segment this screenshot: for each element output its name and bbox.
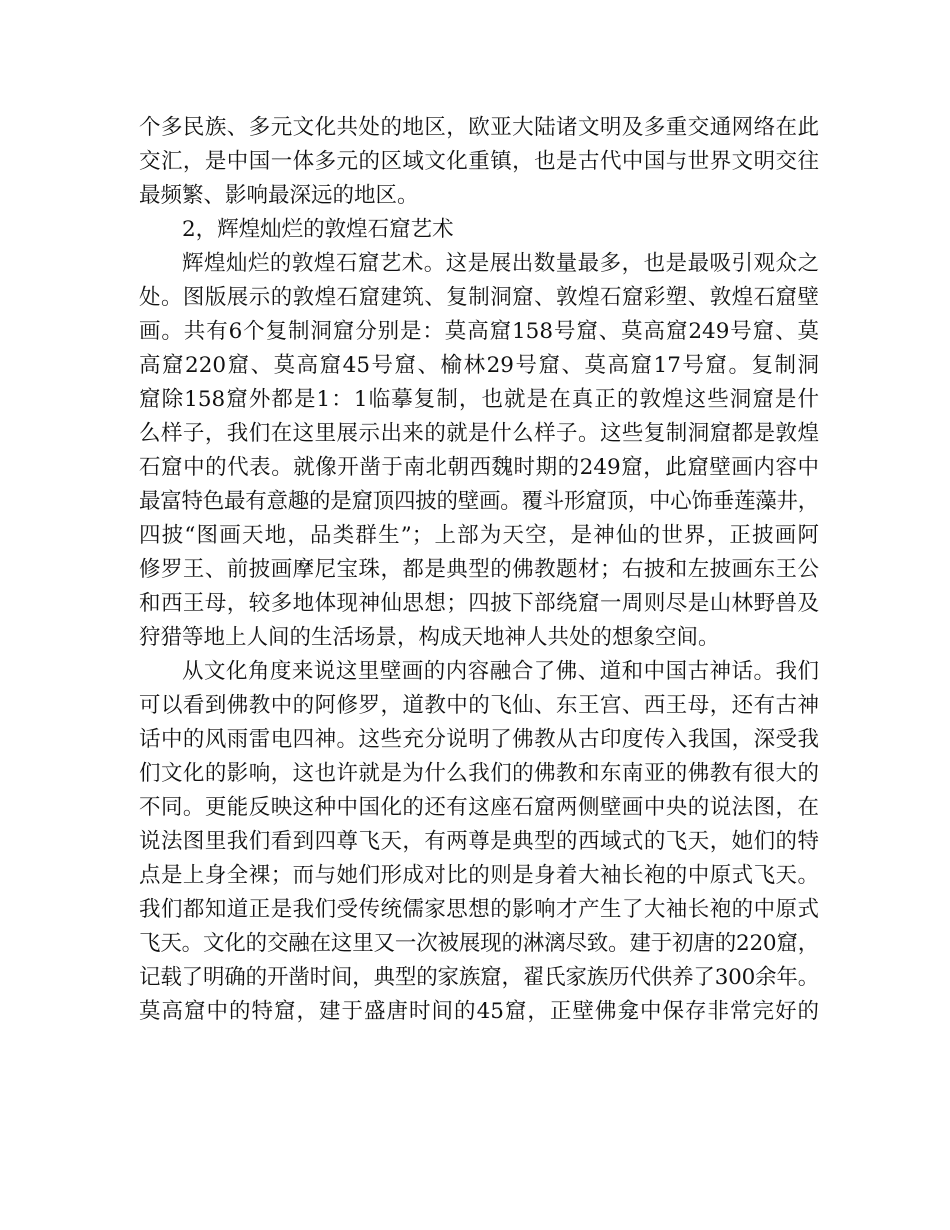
text-line: 最频繁、影响最深远的地区。 (139, 183, 419, 208)
text-line: 飞天。文化的交融在这里又一次被展现的淋漓尽致。建于初唐的220窟， (139, 931, 819, 956)
text-line: 狩猎等地上人间的生活场景，构成天地神人共处的想象空间。 (139, 625, 720, 650)
text-line: 石窟中的代表。就像开凿于南北朝西魏时期的249窟，此窟壁画内容中 (139, 455, 819, 480)
text-line: 记载了明确的开凿时间，典型的家族窟，翟氏家族历代供养了300余年。 (139, 965, 819, 990)
text-line: 最富特色最有意趣的是窟顶四披的壁画。覆斗形窟顶，中心饰垂莲藻井， (139, 489, 820, 514)
text-line: 2，辉煌灿烂的敦煌石窟艺术 (182, 217, 454, 242)
text-line: 辉煌灿烂的敦煌石窟艺术。这是展出数量最多，也是最吸引观众之 (182, 251, 819, 276)
text-line: 可以看到佛教中的阿修罗，道教中的飞仙、东王宫、西王母，还有古神 (139, 693, 819, 718)
text-line: 说法图里我们看到四尊飞天，有两尊是典型的西域式的飞天，她们的特 (139, 829, 819, 854)
text-line: 么样子，我们在这里展示出来的就是什么样子。这些复制洞窟都是敦煌 (139, 421, 819, 446)
text-line: 窟除158窟外都是1：1临摹复制，也就是在真正的敦煌这些洞窟是什 (139, 387, 819, 412)
text-line: 画。共有6个复制洞窟分别是：莫高窟158号窟、莫高窟249号窟、莫 (139, 319, 819, 344)
text-line: 从文化角度来说这里壁画的内容融合了佛、道和中国古神话。我们 (182, 659, 819, 684)
body-text (139, 111, 819, 1029)
text-line: 点是上身全裸；而与她们形成对比的则是身着大袖长袍的中原式飞天。 (139, 863, 819, 888)
text-line: 话中的风雨雷电四神。这些充分说明了佛教从古印度传入我国，深受我 (139, 727, 819, 752)
text-line: 修罗王、前披画摩尼宝珠，都是典型的佛教题材；右披和左披画东王公 (139, 557, 819, 582)
text-line: 们文化的影响，这也许就是为什么我们的佛教和东南亚的佛教有很大的 (139, 761, 819, 786)
text-line: 四披“图画天地，品类群生”；上部为天空，是神仙的世界，正披画阿 (139, 523, 819, 548)
text-line: 个多民族、多元文化共处的地区，欧亚大陆诸文明及多重交通网络在此 (139, 115, 819, 140)
text-line: 处。图版展示的敦煌石窟建筑、复制洞窟、敦煌石窟彩塑、敦煌石窟壁 (139, 285, 819, 310)
text-line: 和西王母，较多地体现神仙思想；四披下部绕窟一周则尽是山林野兽及 (139, 591, 819, 616)
text-line: 交汇，是中国一体多元的区域文化重镇，也是古代中国与世界文明交往 (139, 149, 819, 174)
text-line: 高窟220窟、莫高窟45号窟、榆林29号窟、莫高窟17号窟。复制洞 (139, 353, 819, 378)
text-line: 我们都知道正是我们受传统儒家思想的影响才产生了大袖长袍的中原式 (139, 897, 819, 922)
text-line: 不同。更能反映这种中国化的还有这座石窟两侧壁画中央的说法图，在 (139, 795, 819, 820)
text-line: 莫高窟中的特窟，建于盛唐时间的45窟，正壁佛龛中保存非常完好的 (139, 999, 819, 1024)
